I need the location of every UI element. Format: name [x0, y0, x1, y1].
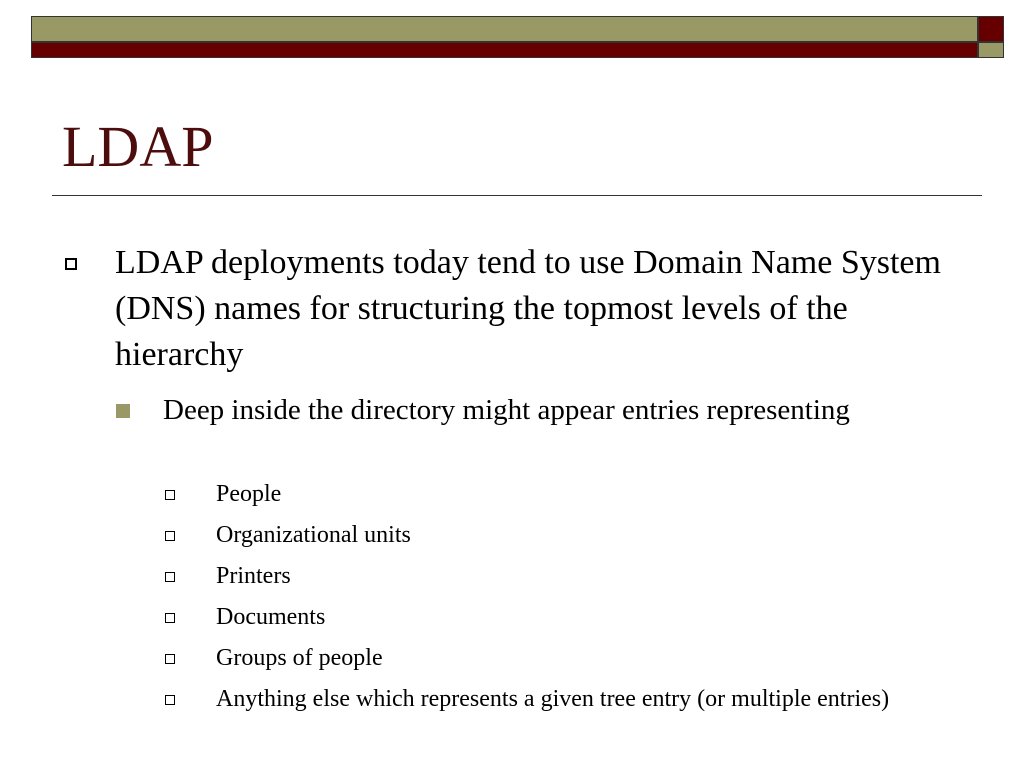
sub-item: Printers: [216, 563, 291, 589]
header-square-olive: [978, 42, 1004, 58]
title-divider: [52, 195, 982, 196]
sub-item: Anything else which represents a given tree entry (or multiple entries): [216, 686, 890, 712]
sub-item: People: [216, 481, 282, 507]
sub-item: Organizational units: [216, 522, 411, 548]
sub-item: Groups of people: [216, 645, 383, 671]
header-band-maroon: [31, 42, 978, 58]
small-square-bullet-icon: [165, 490, 175, 500]
small-square-bullet-icon: [165, 531, 175, 541]
main-bullet-text: LDAP deployments today tend to use Domain Name System (DNS) names for structuring the topmost levels of the hierarchy: [115, 244, 941, 373]
sub-bullet-text: Deep inside the directory might appear entries representing: [163, 394, 850, 426]
small-square-bullet-icon: [165, 695, 175, 705]
sub-item: Documents: [216, 604, 326, 630]
small-square-bullet-icon: [165, 572, 175, 582]
small-square-bullet-icon: [165, 654, 175, 664]
small-square-bullet-icon: [165, 613, 175, 623]
slide-title: LDAP: [62, 114, 214, 179]
hollow-square-bullet-icon: [65, 258, 77, 270]
header-band-olive: [31, 16, 978, 42]
header-square-maroon: [978, 16, 1004, 42]
filled-square-bullet-icon: [116, 404, 130, 418]
